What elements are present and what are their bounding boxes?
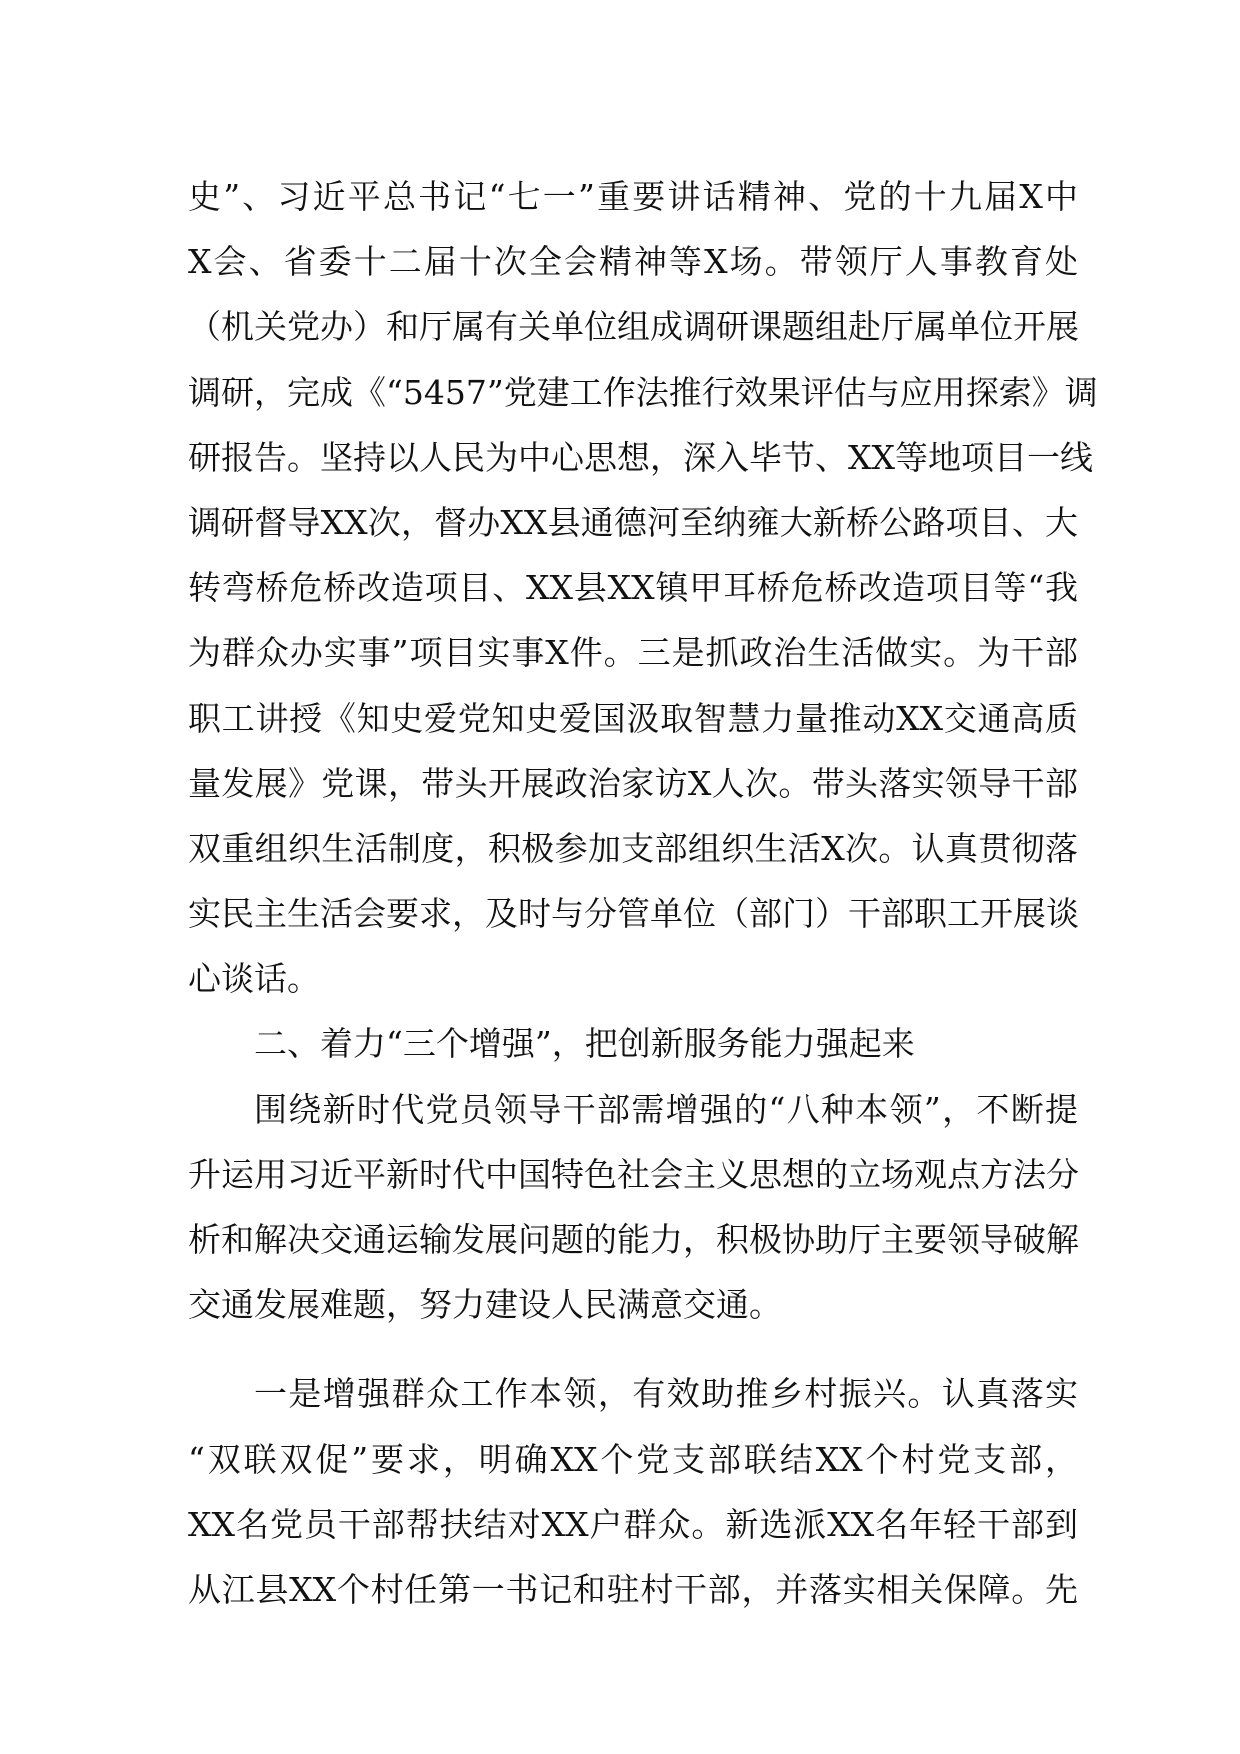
text-line: 职工讲授《知史爱党知史爱国汲取智慧力量推动XX交通高质 [188,698,1078,738]
document-body [188,164,1098,1622]
section-heading: 二、着力“三个增强”，把创新服务能力强起来 [254,1024,915,1064]
text-line: 史”、习近平总书记“七一”重要讲话精神、党的十九届X中 [188,177,1078,216]
text-line: 实民主生活会要求，及时与分管单位（部门）干部职工开展谈 [188,894,1079,934]
text-line: 交通发展难题，努力建设人民满意交通。 [188,1285,782,1325]
text-line: 围绕新时代党员领导干部需增强的“八种本领”，不断提 [254,1089,1078,1129]
text-line: 升运用习近平新时代中国特色社会主义思想的立场观点方法分 [188,1154,1079,1194]
text-line: 调研，完成《“5457”党建工作法推行效果评估与应用探索》调 [188,372,1098,412]
text-line: 调研督导XX次，督办XX县通德河至纳雍大新桥公路项目、大 [188,502,1078,542]
text-line: XX名党员干部帮扶结对XX户群众。新选派XX名年轻干部到 [188,1504,1078,1544]
text-line: 析和解决交通运输发展问题的能力，积极协助厅主要领导破解 [188,1220,1079,1259]
text-line: 量发展》党课，带头开展政治家访X人次。带头落实领导干部 [188,763,1078,803]
text-line: 从江县XX个村任第一书记和驻村干部，并落实相关保障。先 [188,1569,1078,1609]
text-line: （机关党办）和厅属有关单位组成调研课题组赴厅属单位开展 [188,307,1079,347]
text-line: X会、省委十二届十次全会精神等X场。带领厅人事教育处 [188,242,1078,282]
text-line: 转弯桥危桥改造项目、XX县XX镇甲耳桥危桥改造项目等“我 [188,568,1078,608]
text-line: 一是增强群众工作本领，有效助推乡村振兴。认真落实 [254,1374,1078,1414]
text-line: “双联双促”要求，明确XX个党支部联结XX个村党支部， [188,1439,1078,1479]
text-line: 双重组织生活制度，积极参加支部组织生活X次。认真贯彻落 [188,828,1078,868]
paragraph-gap [188,1337,1078,1361]
text-line: 心谈话。 [188,959,320,999]
text-line: 研报告。坚持以人民为中心思想，深入毕节、XX等地项目一线 [188,437,1093,477]
text-line: 为群众办实事”项目实事X件。三是抓政治生活做实。为干部 [188,633,1078,673]
